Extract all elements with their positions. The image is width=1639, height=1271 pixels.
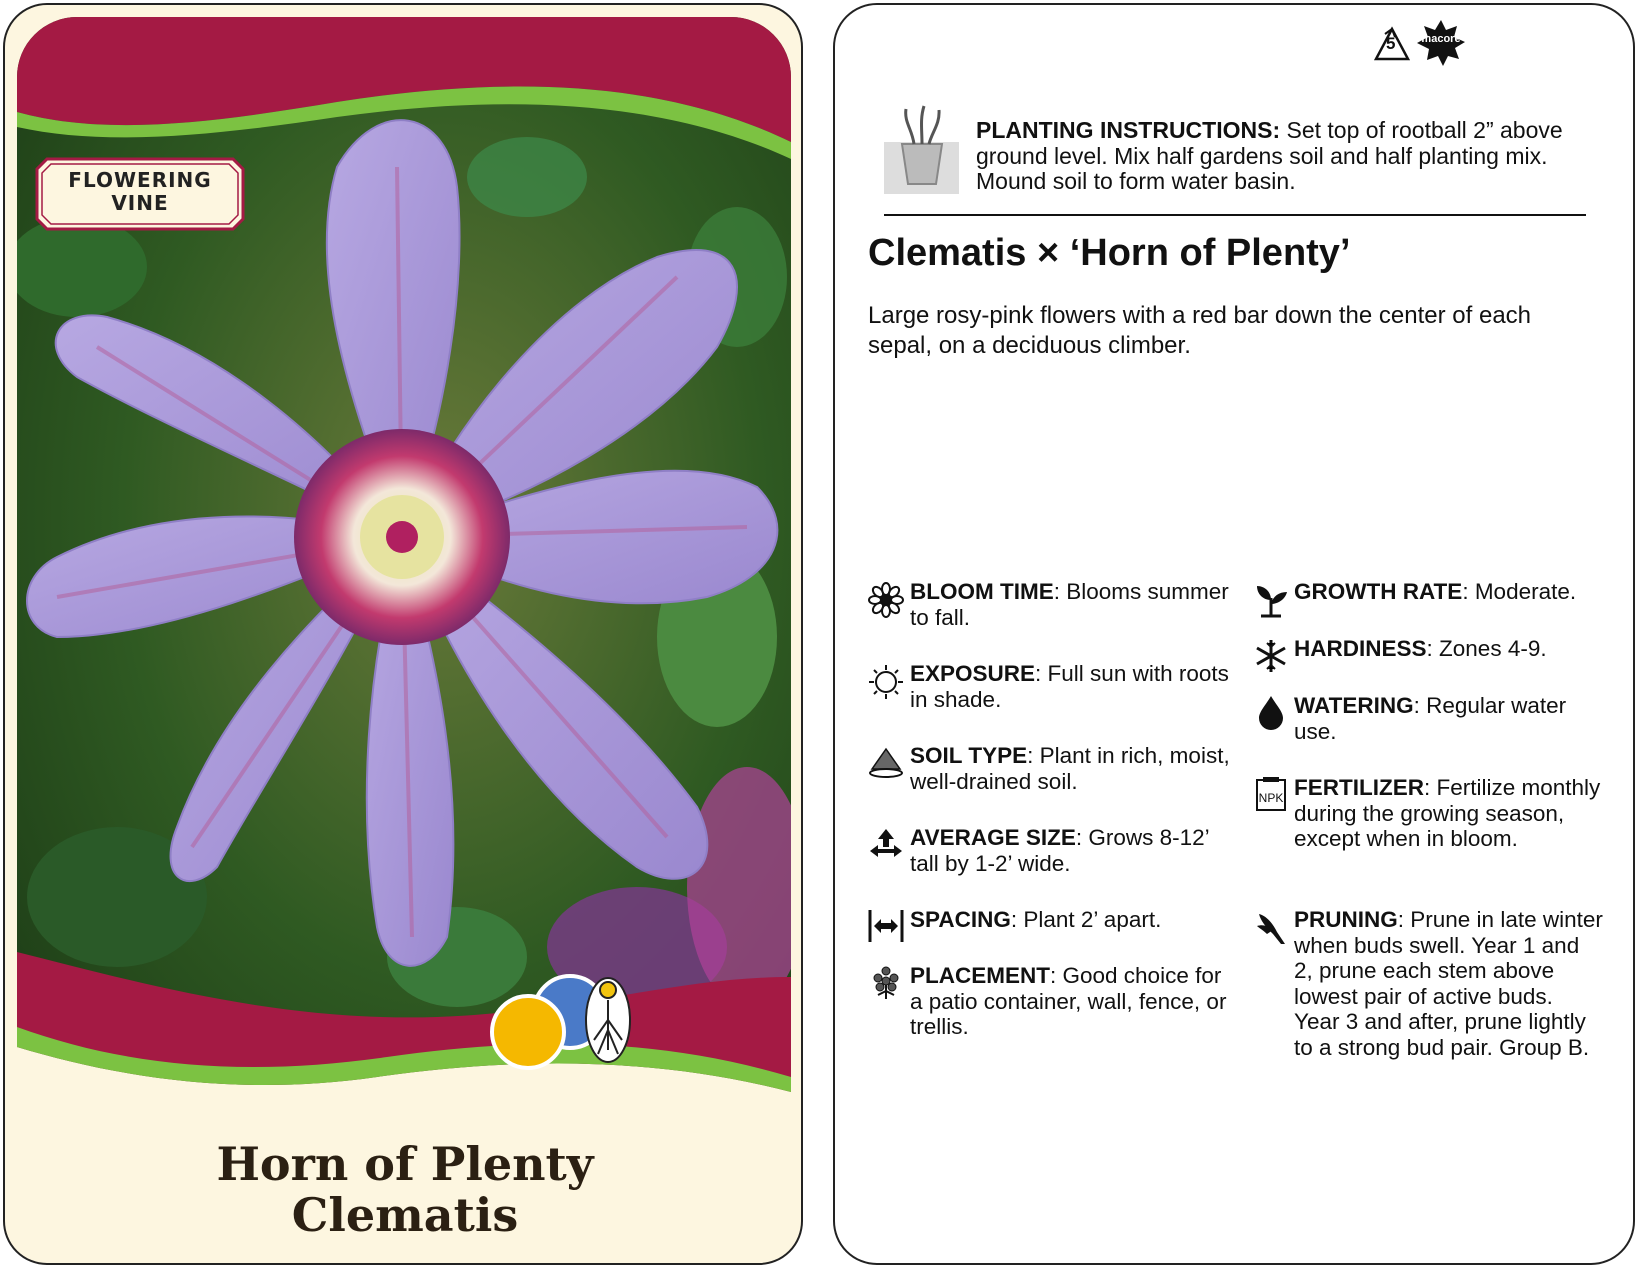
info-fertilizer	[1294, 775, 1614, 852]
snowflake-icon	[1253, 638, 1289, 674]
care-icons-group	[490, 970, 650, 1080]
info-hardiness	[1294, 636, 1624, 662]
info-growth-rate	[1294, 579, 1624, 605]
info-text: : Full sun with roots in shade.	[910, 661, 1229, 712]
info-average-size	[910, 825, 1230, 876]
info-text: : Good choice for a patio container, wall, fence, or trellis.	[910, 963, 1227, 1039]
info-text: : Plant in rich, moist, well-drained soil.	[910, 743, 1230, 794]
badge-line2: VINE	[111, 191, 169, 215]
spacing-icon	[868, 908, 904, 944]
common-name-line2: Clematis	[291, 1188, 519, 1242]
npk-label: NPK	[1258, 791, 1284, 805]
info-label: PLACEMENT	[910, 963, 1050, 988]
info-spacing	[910, 907, 1240, 933]
info-label: AVERAGE SIZE	[910, 825, 1076, 850]
info-text: : Moderate.	[1462, 579, 1577, 604]
info-text: : Fertilize monthly during the growing season, except when in bloom.	[1294, 775, 1601, 851]
divider	[884, 214, 1586, 216]
fertilizer-icon	[1253, 776, 1289, 812]
info-label: PRUNING	[1294, 907, 1398, 932]
info-text: : Blooms summer to fall.	[910, 579, 1229, 630]
category-badge-text	[35, 169, 245, 215]
info-label: BLOOM TIME	[910, 579, 1054, 604]
planting-label: PLANTING INSTRUCTIONS:	[976, 117, 1281, 143]
sun-outline-icon	[868, 664, 904, 700]
water-drop-icon	[1253, 694, 1289, 730]
badge-line1: FLOWERING	[68, 168, 212, 192]
info-label: SOIL TYPE	[910, 743, 1028, 768]
planting-text: Set top of rootball 2” above ground level. Mix half gardens soil and half planting mix. Mound soil to form water basin.	[976, 117, 1563, 194]
placement-icon	[868, 965, 904, 1001]
info-bloom-time	[910, 579, 1240, 630]
info-text: : Grows 8-12’ tall by 1-2’ wide.	[910, 825, 1209, 876]
front-card	[3, 3, 803, 1265]
info-pruning	[1294, 907, 1604, 1060]
info-label: GROWTH RATE	[1294, 579, 1463, 604]
recycle-code: 5	[1386, 34, 1396, 53]
full-sun-icon	[492, 996, 564, 1068]
info-label: WATERING	[1294, 693, 1414, 718]
sprout-icon	[1253, 582, 1289, 618]
info-exposure	[910, 661, 1230, 712]
planting-instructions	[976, 118, 1576, 195]
common-name-line1: Horn of Plenty	[216, 1137, 594, 1191]
plant-description: Large rosy-pink flowers with a red bar down the center of each sepal, on a deciduous climber.	[868, 302, 1532, 359]
info-text: : Prune in late winter when buds swell. Year 1 and 2, prune each stem above lowest pair of active buds. Year 3 and after, prune lightly to a strong bud pair. Group B.	[1294, 907, 1603, 1060]
info-label: EXPOSURE	[910, 661, 1036, 686]
info-label: SPACING	[910, 907, 1011, 932]
info-text: : Regular water use.	[1294, 693, 1567, 744]
size-arrows-icon	[868, 827, 904, 863]
brand-text: macore	[1421, 33, 1461, 45]
scientific-name: Clematis × ‘Horn of Plenty’	[868, 232, 1351, 274]
info-label: HARDINESS	[1294, 636, 1427, 661]
info-text: : Plant 2’ apart.	[1010, 907, 1162, 932]
info-watering	[1294, 693, 1604, 744]
flower-icon	[868, 582, 904, 618]
planting-pot-icon	[884, 104, 959, 194]
info-text: : Zones 4-9.	[1426, 636, 1547, 661]
pruners-icon	[1253, 910, 1289, 946]
info-soil-type	[910, 743, 1240, 794]
info-placement	[910, 963, 1240, 1040]
root-flower-icon	[586, 978, 630, 1062]
soil-icon	[868, 745, 904, 781]
info-label: FERTILIZER	[1294, 775, 1424, 800]
